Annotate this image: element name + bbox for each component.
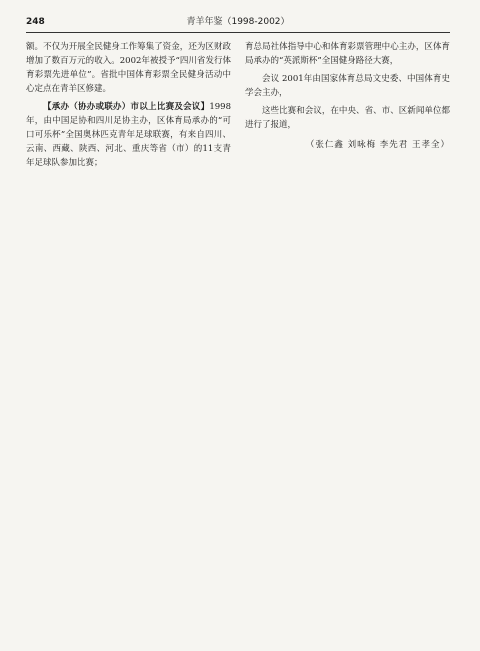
text-columns: [26, 40, 450, 631]
page-header: [26, 14, 450, 33]
left-column: [26, 40, 231, 631]
meeting-paragraph: 会议 2001年由国家体育总局文史委、中国体育史学会主办，: [245, 74, 450, 98]
right-column: [245, 40, 450, 631]
intro-paragraph: 额。不仅为开展全民健身工作筹集了资金，还为区财政增加了数百万元的收入。2002年被授予“四川省发行体育彩票先进单位”。省批中国体育彩票全民健身活动中心定点在青羊区修建。: [26, 42, 231, 94]
summary-paragraph: 这些比赛和会议，在中央、省、市、区新闻单位都进行了报道，: [245, 106, 450, 130]
page-number: 248: [26, 17, 45, 27]
section-paragraph: [26, 100, 231, 170]
author-credits: （张仁鑫 刘咏梅 李先君 王孝全）: [305, 140, 450, 150]
right-top-paragraph: 育总局社体指导中心和体育彩票管理中心主办，区体育局承办的“英派斯杯”全国健身路径大赛，: [245, 42, 450, 66]
section-body: 1998年，由中国足协和四川足协主办，区体育局承办的“可口可乐杯”全国奥林匹克青年足球联赛，有来自四川、云南、西藏、陕西、河北、重庆等省（市）的11支青年足球队参加比赛；: [26, 102, 231, 168]
running-title: 青羊年鉴（1998-2002）: [186, 17, 290, 27]
section-title: 【承办（协办或联办）市以上比赛及会议】: [43, 102, 210, 112]
